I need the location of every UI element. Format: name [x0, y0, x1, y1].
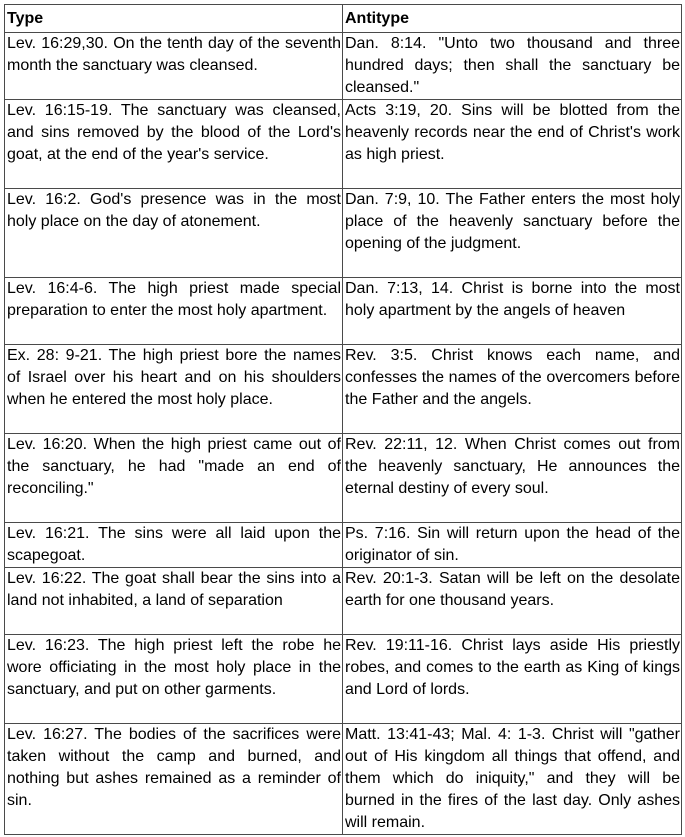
table-row	[5, 635, 682, 724]
table-row	[5, 434, 682, 523]
table-row	[5, 523, 682, 568]
antitype-cell: Rev. 19:11-16. Christ lays aside His priestly robes, and comes to the earth as King of kings and Lord of lords.	[343, 635, 682, 724]
table-row	[5, 568, 682, 635]
header-row	[5, 5, 682, 33]
type-cell: Lev. 16:27. The bodies of the sacrifices were taken without the camp and burned, and nothing but ashes remained as a reminder of sin.	[5, 724, 343, 835]
type-cell: Lev. 16:20. When the high priest came out of the sanctuary, he had "made an end of reconciling."	[5, 434, 343, 523]
antitype-cell: Dan. 7:9, 10. The Father enters the most holy place of the heavenly sanctuary before the opening of the judgment.	[343, 189, 682, 278]
type-cell: Lev. 16:23. The high priest left the robe he wore officiating in the most holy place in the sanctuary, and put on other garments.	[5, 635, 343, 724]
header-antitype: Antitype	[343, 5, 682, 33]
type-cell: Lev. 16:2. God's presence was in the most holy place on the day of atonement.	[5, 189, 343, 278]
type-cell: Lev. 16:15-19. The sanctuary was cleansed, and sins removed by the blood of the Lord's goat, at the end of the year's service.	[5, 100, 343, 189]
type-cell: Lev. 16:22. The goat shall bear the sins into a land not inhabited, a land of separation	[5, 568, 343, 635]
antitype-cell: Ps. 7:16. Sin will return upon the head of the originator of sin.	[343, 523, 682, 568]
type-cell: Ex. 28: 9-21. The high priest bore the names of Israel over his heart and on his shoulders when he entered the most holy place.	[5, 345, 343, 434]
type-cell: Lev. 16:4-6. The high priest made special preparation to enter the most holy apartment.	[5, 278, 343, 345]
antitype-cell: Rev. 20:1-3. Satan will be left on the desolate earth for one thousand years.	[343, 568, 682, 635]
type-cell: Lev. 16:29,30. On the tenth day of the seventh month the sanctuary was cleansed.	[5, 33, 343, 100]
antitype-cell: Dan. 7:13, 14. Christ is borne into the most holy apartment by the angels of heaven	[343, 278, 682, 345]
antitype-cell: Acts 3:19, 20. Sins will be blotted from the heavenly records near the end of Christ's work as high priest.	[343, 100, 682, 189]
table-row	[5, 33, 682, 100]
antitype-cell: Dan. 8:14. "Unto two thousand and three hundred days; then shall the sanctuary be cleansed."	[343, 33, 682, 100]
header-type: Type	[5, 5, 343, 33]
table-row	[5, 278, 682, 345]
table-row	[5, 189, 682, 278]
table-row	[5, 345, 682, 434]
antitype-cell: Rev. 22:11, 12. When Christ comes out from the heavenly sanctuary, He announces the eternal destiny of every soul.	[343, 434, 682, 523]
type-cell: Lev. 16:21. The sins were all laid upon the scapegoat.	[5, 523, 343, 568]
table-row	[5, 724, 682, 835]
antitype-cell: Matt. 13:41-43; Mal. 4: 1-3. Christ will "gather out of His kingdom all things that offend, and them which do iniquity," and they will be burned in the fires of the last day. Only ashes will remain.	[343, 724, 682, 835]
antitype-cell: Rev. 3:5. Christ knows each name, and confesses the names of the overcomers before the Father and the angels.	[343, 345, 682, 434]
type-antitype-table	[4, 4, 682, 835]
table-row	[5, 100, 682, 189]
